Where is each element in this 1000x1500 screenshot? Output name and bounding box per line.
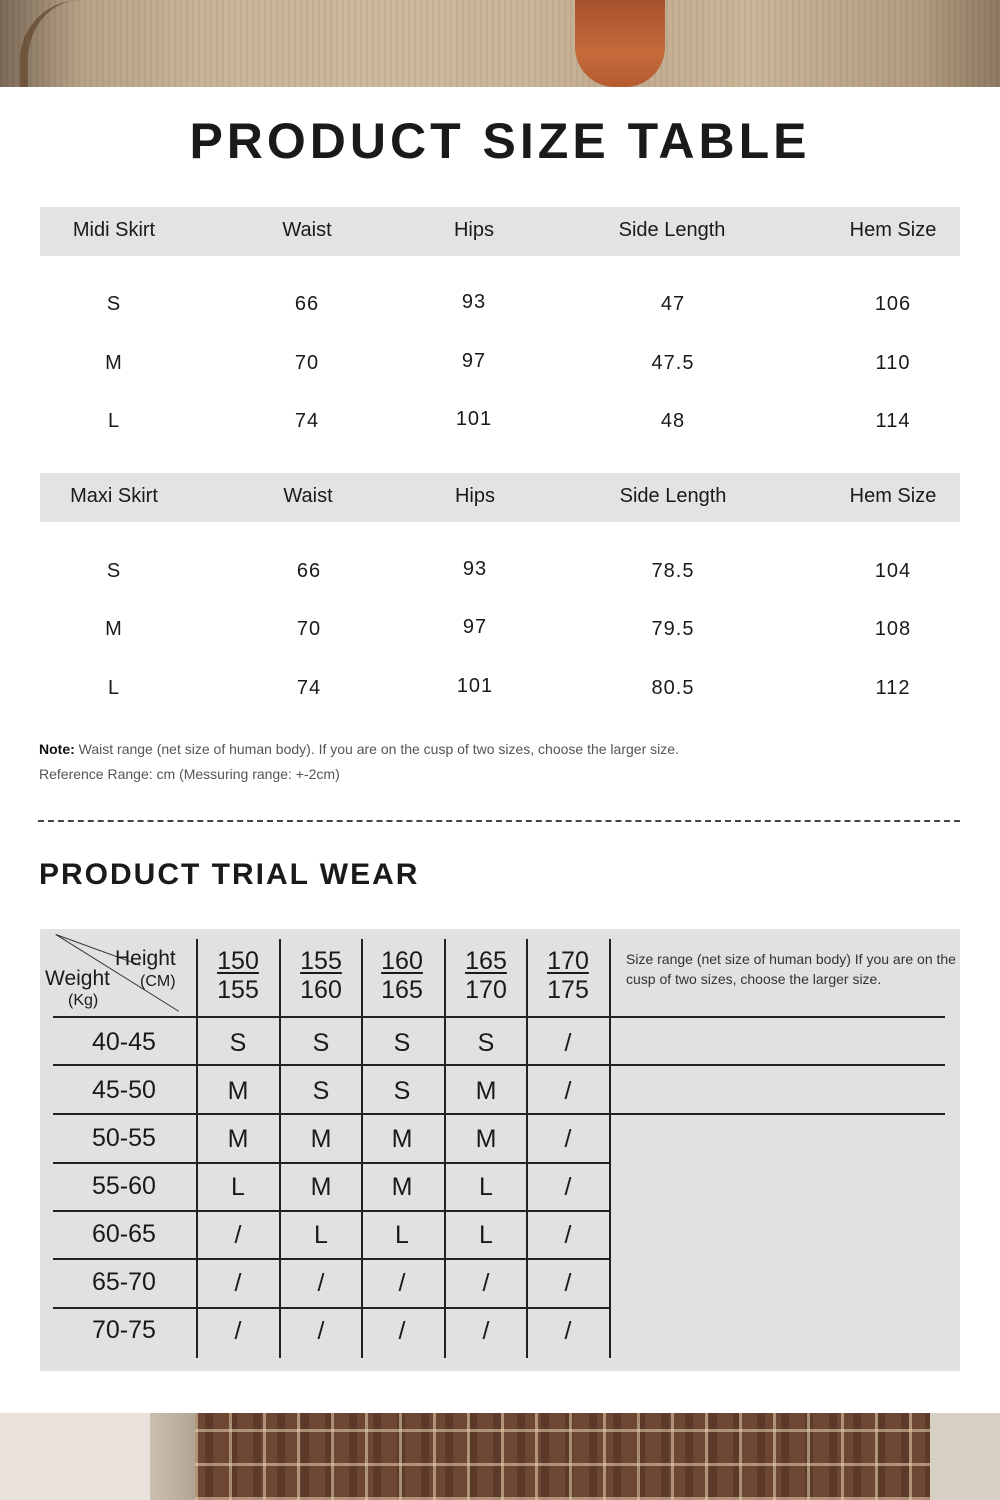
maxi-hips: 97 [462, 616, 488, 638]
size-cell: / [234, 1221, 242, 1249]
maxi-header-hem-size: Hem Size [849, 485, 937, 507]
corner-height-unit: (CM) [140, 973, 176, 990]
note-label: Note: [39, 741, 75, 757]
size-cell: M [227, 1077, 249, 1105]
grid-line [526, 939, 528, 1358]
weight-range: 65-70 [92, 1268, 156, 1296]
maxi-hips: 101 [456, 675, 494, 697]
midi-waist: 70 [294, 352, 320, 374]
maxi-header-side-length: Side Length [619, 485, 727, 507]
midi-size: M [105, 352, 123, 374]
maxi-size: S [106, 560, 122, 582]
size-cell: / [564, 1125, 572, 1153]
maxi-waist: 70 [296, 618, 322, 640]
midi-header-hips: Hips [453, 219, 495, 241]
maxi-header-waist: Waist [283, 485, 333, 507]
size-cell: / [234, 1317, 242, 1345]
corner-height-label: Height [115, 947, 176, 970]
maxi-side-length: 78.5 [651, 560, 695, 582]
grid-line [279, 939, 281, 1358]
size-cell: / [398, 1317, 406, 1345]
grid-line [53, 1307, 609, 1309]
size-cell: / [564, 1317, 572, 1345]
size-cell: S [312, 1077, 330, 1105]
midi-hem-size: 106 [874, 293, 912, 315]
weight-range: 40-45 [92, 1028, 156, 1056]
grid-line [53, 1258, 609, 1260]
midi-side-length: 47 [660, 293, 686, 315]
maxi-size: M [105, 618, 123, 640]
midi-header-hem-size: Hem Size [849, 219, 937, 241]
size-cell: L [314, 1221, 328, 1249]
corner-weight-unit: (Kg) [68, 992, 99, 1009]
grid-line [444, 939, 446, 1358]
reference-range: Reference Range: cm (Messuring range: +-2cm) [39, 766, 340, 782]
grid-line [53, 1162, 609, 1164]
grid-line [361, 939, 363, 1358]
midi-side-length: 48 [660, 410, 686, 432]
size-cell: S [312, 1029, 330, 1057]
dashed-divider [38, 820, 960, 822]
hair-shape [575, 0, 665, 87]
midi-header-type: Midi Skirt [72, 219, 156, 241]
grid-line [53, 1016, 945, 1018]
size-cell: S [393, 1029, 411, 1057]
maxi-header-row [40, 473, 960, 522]
maxi-hem-size: 108 [874, 618, 912, 640]
size-cell: M [391, 1125, 413, 1153]
trial-wear-table [40, 929, 960, 1371]
weight-range: 50-55 [92, 1124, 156, 1152]
midi-hips: 97 [461, 350, 487, 372]
grid-line [609, 939, 611, 1358]
midi-header-side-length: Side Length [618, 219, 726, 241]
weight-range: 45-50 [92, 1076, 156, 1104]
size-cell: / [317, 1269, 325, 1297]
size-cell: L [479, 1221, 493, 1249]
midi-waist: 74 [294, 410, 320, 432]
maxi-size: L [107, 677, 121, 699]
weight-range: 55-60 [92, 1172, 156, 1200]
size-cell: / [564, 1173, 572, 1201]
midi-size: S [106, 293, 122, 315]
size-cell: L [479, 1173, 493, 1201]
weight-range: 70-75 [92, 1316, 156, 1344]
midi-header-waist: Waist [282, 219, 332, 241]
size-cell: / [564, 1269, 572, 1297]
note-text: Waist range (net size of human body). If you are on the cusp of two sizes, choose the larger size. [74, 741, 679, 757]
size-cell: / [564, 1221, 572, 1249]
trial-side-note: Size range (net size of human body) If you are on the cusp of two sizes, choose the larger size. [626, 951, 956, 987]
size-cell: M [475, 1125, 497, 1153]
height-range-150-155: 150 155 [217, 947, 259, 1004]
size-cell: M [227, 1125, 249, 1153]
maxi-hem-size: 112 [875, 677, 911, 699]
height-range-165-170: 165 170 [465, 947, 507, 1004]
maxi-side-length: 80.5 [651, 677, 695, 699]
size-cell: / [398, 1269, 406, 1297]
size-note [39, 737, 679, 787]
midi-hem-size: 110 [875, 352, 911, 374]
midi-hem-size: 114 [875, 410, 911, 432]
size-cell: / [482, 1269, 490, 1297]
size-cell: / [234, 1269, 242, 1297]
maxi-waist: 74 [296, 677, 322, 699]
size-cell: M [310, 1173, 332, 1201]
size-cell: M [475, 1077, 497, 1105]
size-cell: L [395, 1221, 409, 1249]
bottom-product-photo [0, 1413, 1000, 1500]
weight-range: 60-65 [92, 1220, 156, 1248]
size-cell: M [391, 1173, 413, 1201]
grid-line [53, 1064, 945, 1066]
size-cell: / [564, 1029, 572, 1057]
maxi-hem-size: 104 [874, 560, 912, 582]
size-cell: L [231, 1173, 245, 1201]
maxi-header-type: Maxi Skirt [70, 485, 158, 507]
midi-side-length: 47.5 [651, 352, 695, 374]
midi-waist: 66 [294, 293, 320, 315]
size-cell: / [317, 1317, 325, 1345]
maxi-header-hips: Hips [454, 485, 496, 507]
midi-hips: 101 [455, 408, 493, 430]
height-range-160-165: 160 165 [381, 947, 423, 1004]
size-cell: S [477, 1029, 495, 1057]
trial-wear-title: PRODUCT TRIAL WEAR [39, 858, 420, 891]
midi-hips: 93 [461, 291, 487, 313]
size-cell: / [482, 1317, 490, 1345]
grid-line [196, 939, 198, 1358]
height-range-170-175: 170 175 [547, 947, 589, 1004]
maxi-side-length: 79.5 [651, 618, 695, 640]
size-cell: M [310, 1125, 332, 1153]
grid-line [53, 1113, 945, 1115]
height-range-155-160: 155 160 [300, 947, 342, 1004]
size-cell: S [393, 1077, 411, 1105]
maxi-waist: 66 [296, 560, 322, 582]
size-cell: / [564, 1077, 572, 1105]
midi-size: L [107, 410, 121, 432]
midi-header-row [40, 207, 960, 256]
top-product-photo [0, 0, 1000, 87]
plaid-skirt-fabric [195, 1413, 935, 1500]
corner-weight-label: Weight [45, 967, 110, 990]
page-title: PRODUCT SIZE TABLE [189, 113, 811, 169]
maxi-hips: 93 [462, 558, 488, 580]
grid-line [53, 1210, 609, 1212]
size-cell: S [229, 1029, 247, 1057]
